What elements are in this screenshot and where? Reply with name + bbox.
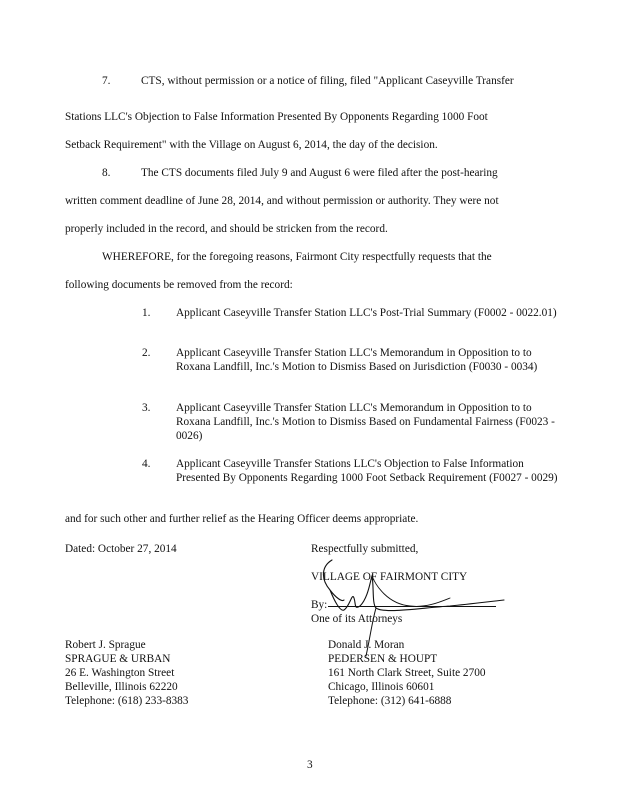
dated-line: Dated: October 27, 2014 — [65, 543, 177, 555]
paragraph-7-number: 7. — [102, 75, 111, 87]
by-label: By: — [311, 599, 328, 611]
document-2-text: Applicant Caseyville Transfer Station LLC's Memorandum in Opposition to to Roxana Landfill, Inc.'s Motion to Dismiss Based on Jurisdiction (F0030 - 0034) — [176, 347, 538, 373]
paragraph-8-line-2: written comment deadline of June 28, 2014, and without permission or authority. They were not — [65, 195, 499, 207]
right-counsel-firm: PEDERSEN & HOUPT — [328, 653, 438, 665]
party-name: VILLAGE OF FAIRMONT CITY — [311, 571, 468, 583]
left-counsel-street: 26 E. Washington Street — [65, 667, 175, 679]
right-counsel-phone: Telephone: (312) 641-6888 — [328, 695, 452, 707]
document-3-number: 3. — [142, 402, 151, 414]
document-1-text: Applicant Caseyville Transfer Station LLC's Post-Trial Summary (F0002 - 0022.01) — [176, 307, 557, 319]
right-counsel-name: Donald J. Moran — [328, 639, 405, 651]
right-counsel-city: Chicago, Illinois 60601 — [328, 681, 435, 693]
document-4-number: 4. — [142, 458, 151, 470]
respectfully-submitted: Respectfully submitted, — [311, 543, 419, 555]
wherefore-line-1: WHEREFORE, for the foregoing reasons, Fairmont City respectfully requests that the — [102, 251, 492, 263]
right-counsel-street: 161 North Clark Street, Suite 2700 — [328, 667, 486, 679]
left-counsel-firm: SPRAGUE & URBAN — [65, 653, 171, 665]
document-1-number: 1. — [142, 307, 151, 319]
wherefore-line-2: following documents be removed from the record: — [65, 279, 293, 291]
closing-text: and for such other and further relief as the Hearing Officer deems appropriate. — [65, 513, 419, 525]
paragraph-8-line-3: properly included in the record, and should be stricken from the record. — [65, 223, 388, 235]
paragraph-7-line-1: CTS, without permission or a notice of filing, filed "Applicant Caseyville Transfer — [141, 75, 514, 87]
document-2-number: 2. — [142, 347, 151, 359]
attorney-role: One of its Attorneys — [311, 613, 403, 625]
paragraph-7-line-3: Setback Requirement" with the Village on August 6, 2014, the day of the decision. — [65, 139, 438, 151]
paragraph-7-line-2: Stations LLC's Objection to False Information Presented By Opponents Regarding 1000 Foot — [65, 111, 488, 123]
paragraph-8-line-1: The CTS documents filed July 9 and August 6 were filed after the post-hearing — [141, 167, 498, 179]
left-counsel-phone: Telephone: (618) 233-8383 — [65, 695, 189, 707]
document-3-text: Applicant Caseyville Transfer Station LLC's Memorandum in Opposition to to Roxana Landfill, Inc.'s Motion to Dismiss Based on Fundamental Fairness (F0023 - 0026) — [176, 402, 555, 442]
paragraph-8-number: 8. — [102, 167, 111, 179]
page-number: 3 — [307, 759, 313, 771]
left-counsel-city: Belleville, Illinois 62220 — [65, 681, 178, 693]
document-4-text: Applicant Caseyville Transfer Stations LLC's Objection to False Information Presented By Opponents Regarding 1000 Foot Setback Requirement (F0027 - 0029) — [176, 458, 558, 484]
left-counsel-name: Robert J. Sprague — [65, 639, 146, 651]
